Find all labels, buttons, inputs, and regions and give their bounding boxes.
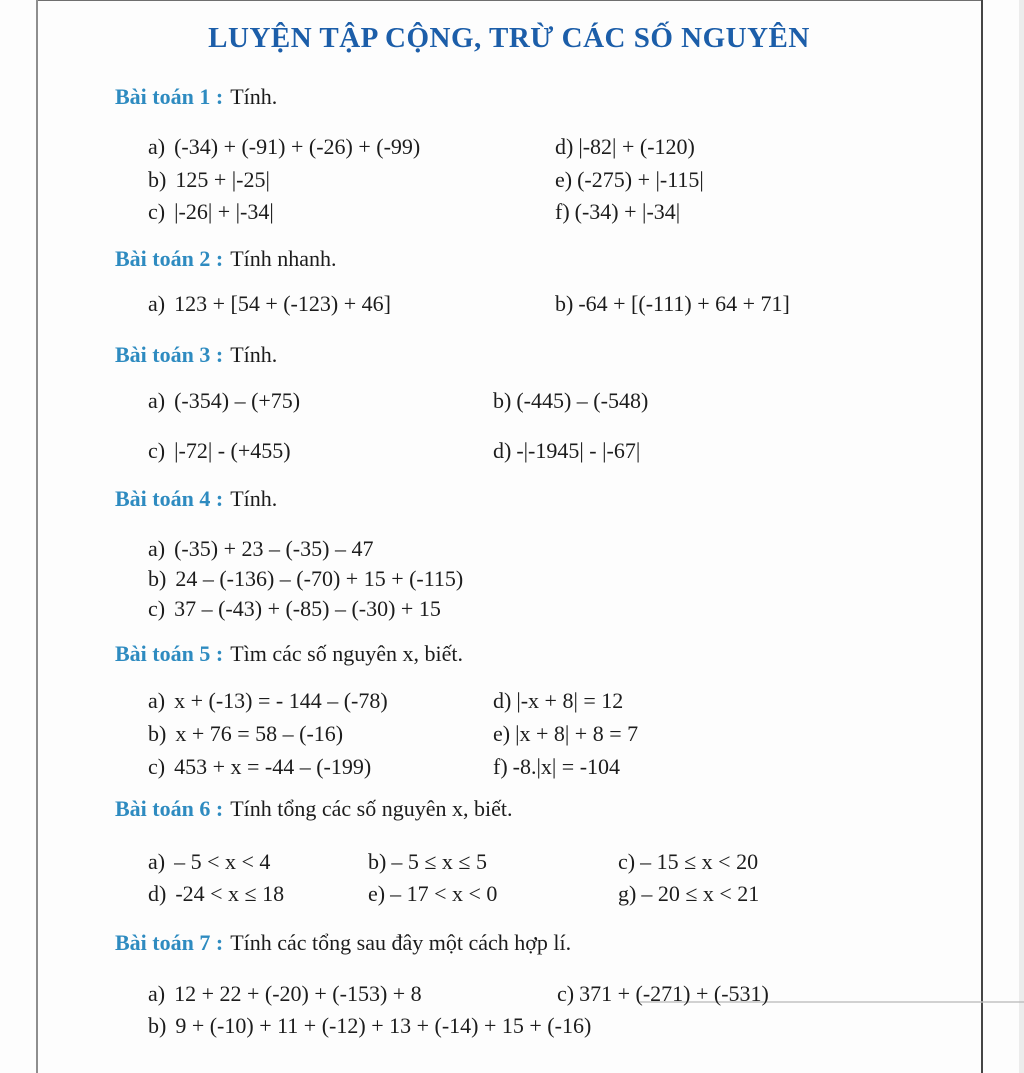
problem-item-2b xyxy=(555,291,790,317)
problem-item-4b xyxy=(148,566,463,592)
item-expression: x + 76 = 58 – (-16) xyxy=(175,721,344,746)
problem-6-label: Bài toán 6 : xyxy=(115,796,224,821)
problem-item-7b xyxy=(148,1013,591,1039)
problem-item-1f xyxy=(555,199,680,225)
problem-item-7a xyxy=(148,981,422,1007)
item-expression: 371 + (-271) + (-531) xyxy=(579,981,769,1006)
problem-6-prompt: Tính tổng các số nguyên x, biết. xyxy=(230,796,513,821)
item-label: b) xyxy=(148,721,167,746)
page-title: LUYỆN TẬP CỘNG, TRỪ CÁC SỐ NGUYÊN xyxy=(208,22,810,54)
problem-3-heading xyxy=(115,342,277,368)
problem-2-prompt: Tính nhanh. xyxy=(230,246,337,271)
item-label: a) xyxy=(148,134,166,159)
item-label: e) xyxy=(493,721,511,746)
item-label: b) xyxy=(555,291,574,316)
problem-item-1d xyxy=(555,134,695,160)
problem-4-label: Bài toán 4 : xyxy=(115,486,224,511)
item-label: f) xyxy=(555,199,570,224)
problem-7-row-1 xyxy=(0,981,1024,1011)
item-label: e) xyxy=(555,167,573,192)
problem-6-row-1 xyxy=(0,849,1024,879)
item-label: c) xyxy=(557,981,575,1006)
problem-item-3a xyxy=(148,388,300,414)
problem-2-label: Bài toán 2 : xyxy=(115,246,224,271)
problem-1-row-3 xyxy=(0,199,1024,229)
item-label: c) xyxy=(148,596,166,621)
item-expression: – 20 ≤ x < 21 xyxy=(641,881,760,906)
item-expression: 125 + |-25| xyxy=(175,167,270,192)
problem-7-label: Bài toán 7 : xyxy=(115,930,224,955)
problem-5-prompt: Tìm các số nguyên x, biết. xyxy=(230,641,463,666)
item-label: a) xyxy=(148,688,166,713)
item-expression: – 5 ≤ x ≤ 5 xyxy=(391,849,487,874)
problem-item-5d xyxy=(493,688,623,714)
item-label: c) xyxy=(148,199,166,224)
problem-item-5a xyxy=(148,688,388,714)
problem-3-label: Bài toán 3 : xyxy=(115,342,224,367)
problem-1-prompt: Tính. xyxy=(230,84,278,109)
problem-1-row-1 xyxy=(0,134,1024,164)
problem-5-heading xyxy=(115,641,463,667)
problem-item-1e xyxy=(555,167,704,193)
problem-5-row-2 xyxy=(0,721,1024,751)
item-expression: (-34) + |-34| xyxy=(574,199,681,224)
problem-item-4c xyxy=(148,596,441,622)
problem-7-row-2 xyxy=(0,1013,1024,1043)
problem-4-row-2 xyxy=(0,566,1024,596)
problem-1-row-2 xyxy=(0,167,1024,197)
problem-item-6c xyxy=(618,849,758,875)
problem-6-row-2 xyxy=(0,881,1024,911)
problem-item-1b xyxy=(148,167,270,193)
item-expression: -64 + [(-111) + 64 + 71] xyxy=(578,291,790,316)
item-label: b) xyxy=(148,1013,167,1038)
item-expression: (-34) + (-91) + (-26) + (-99) xyxy=(174,134,421,159)
problem-5-label: Bài toán 5 : xyxy=(115,641,224,666)
item-expression: 12 + 22 + (-20) + (-153) + 8 xyxy=(174,981,422,1006)
problem-item-1a xyxy=(148,134,420,160)
item-expression: (-445) – (-548) xyxy=(516,388,649,413)
problem-1-label: Bài toán 1 : xyxy=(115,84,224,109)
item-expression: |-72| - (+455) xyxy=(174,438,291,463)
problem-2-heading xyxy=(115,246,337,272)
problem-item-6g xyxy=(618,881,759,907)
item-expression: -8.|x| = -104 xyxy=(512,754,621,779)
item-label: b) xyxy=(148,566,167,591)
item-label: a) xyxy=(148,388,166,413)
problem-7-prompt: Tính các tổng sau đây một cách hợp lí. xyxy=(230,930,572,955)
problem-4-row-3 xyxy=(0,596,1024,626)
item-label: b) xyxy=(493,388,512,413)
problem-item-5c xyxy=(148,754,371,780)
item-label: e) xyxy=(368,881,386,906)
item-expression: (-35) + 23 – (-35) – 47 xyxy=(174,536,374,561)
item-label: d) xyxy=(555,134,574,159)
problem-item-5f xyxy=(493,754,620,780)
item-label: d) xyxy=(493,688,512,713)
problem-1-heading xyxy=(115,84,277,110)
item-expression: (-275) + |-115| xyxy=(577,167,704,192)
item-label: c) xyxy=(148,438,166,463)
item-expression: – 15 ≤ x < 20 xyxy=(640,849,759,874)
problem-item-5b xyxy=(148,721,343,747)
item-expression: x + (-13) = - 144 – (-78) xyxy=(174,688,388,713)
item-expression: 37 – (-43) + (-85) – (-30) + 15 xyxy=(174,596,441,621)
problem-item-3c xyxy=(148,438,291,464)
problem-4-prompt: Tính. xyxy=(230,486,278,511)
problem-item-1c xyxy=(148,199,274,225)
problem-3-prompt: Tính. xyxy=(230,342,278,367)
problem-item-3b xyxy=(493,388,648,414)
item-expression: |-x + 8| = 12 xyxy=(516,688,624,713)
problem-item-6d xyxy=(148,881,284,907)
problem-item-5e xyxy=(493,721,638,747)
problem-item-7c xyxy=(557,981,769,1007)
problem-item-4a xyxy=(148,536,373,562)
item-label: d) xyxy=(493,438,512,463)
item-expression: – 5 < x < 4 xyxy=(174,849,271,874)
problem-4-row-1 xyxy=(0,536,1024,566)
item-expression: 123 + [54 + (-123) + 46] xyxy=(174,291,391,316)
item-label: c) xyxy=(618,849,636,874)
problem-5-row-1 xyxy=(0,688,1024,718)
item-label: f) xyxy=(493,754,508,779)
problem-4-heading xyxy=(115,486,277,512)
problem-item-3d xyxy=(493,438,640,464)
item-expression: |-26| + |-34| xyxy=(174,199,274,224)
item-label: g) xyxy=(618,881,637,906)
problem-3-row-2 xyxy=(0,438,1024,468)
problem-2-row-1 xyxy=(0,291,1024,321)
item-expression: |-82| + (-120) xyxy=(578,134,695,159)
item-expression: 24 – (-136) – (-70) + 15 + (-115) xyxy=(175,566,464,591)
item-expression: 9 + (-10) + 11 + (-12) + 13 + (-14) + 15 + (-16) xyxy=(175,1013,592,1038)
item-label: a) xyxy=(148,849,166,874)
problem-6-heading xyxy=(115,796,512,822)
item-expression: 453 + x = -44 – (-199) xyxy=(174,754,372,779)
item-expression: -24 < x ≤ 18 xyxy=(175,881,285,906)
problem-3-row-1 xyxy=(0,388,1024,418)
item-label: b) xyxy=(148,167,167,192)
item-expression: |x + 8| + 8 = 7 xyxy=(515,721,639,746)
item-label: b) xyxy=(368,849,387,874)
problem-5-row-3 xyxy=(0,754,1024,784)
problem-7-heading xyxy=(115,930,571,956)
item-label: a) xyxy=(148,291,166,316)
item-expression: (-354) – (+75) xyxy=(174,388,301,413)
problem-item-6b xyxy=(368,849,487,875)
item-label: a) xyxy=(148,536,166,561)
problem-item-6a xyxy=(148,849,270,875)
item-label: c) xyxy=(148,754,166,779)
item-expression: -|-1945| - |-67| xyxy=(516,438,641,463)
item-label: a) xyxy=(148,981,166,1006)
problem-item-2a xyxy=(148,291,391,317)
item-expression: – 17 < x < 0 xyxy=(390,881,498,906)
item-label: d) xyxy=(148,881,167,906)
problem-item-6e xyxy=(368,881,497,907)
page-top-border xyxy=(36,0,983,1)
